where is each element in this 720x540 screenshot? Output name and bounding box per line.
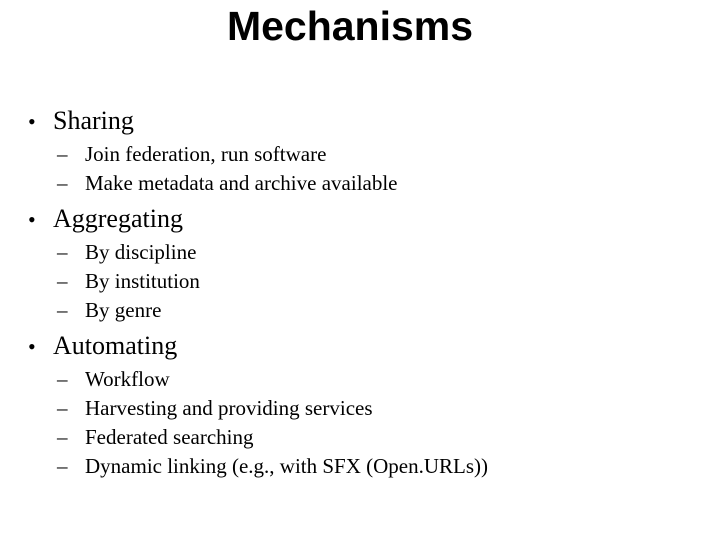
bullet-item (28, 329, 708, 363)
sub-item (28, 140, 708, 169)
sub-item-text: Workflow (85, 367, 170, 391)
sub-item (28, 238, 708, 267)
sub-list (28, 140, 708, 198)
sub-item (28, 394, 708, 423)
bullet-heading: Sharing (53, 106, 134, 135)
sub-item-text: By institution (85, 269, 200, 293)
section-automating (28, 329, 708, 481)
dash-icon: – (57, 142, 68, 166)
bullet-heading: Aggregating (53, 204, 183, 233)
sub-item-text: Join federation, run software (85, 142, 327, 166)
dash-icon: – (57, 367, 68, 391)
bullet-heading: Automating (53, 331, 178, 360)
sub-item (28, 452, 708, 481)
sub-item-text: By genre (85, 298, 162, 322)
dash-icon: – (57, 269, 68, 293)
bullet-icon: • (28, 109, 36, 134)
dash-icon: – (57, 298, 68, 322)
sub-item (28, 296, 708, 325)
sub-item (28, 423, 708, 452)
sub-item-text: Dynamic linking (e.g., with SFX (Open.URLs)) (85, 454, 489, 478)
sub-item (28, 365, 708, 394)
sub-item-text: Federated searching (85, 425, 254, 449)
sub-list (28, 365, 708, 481)
dash-icon: – (57, 454, 68, 478)
sub-item (28, 267, 708, 296)
dash-icon: – (57, 425, 68, 449)
bullet-item (28, 202, 708, 236)
slide-title: Mechanisms (226, 3, 474, 49)
sub-list (28, 238, 708, 325)
section-aggregating (28, 202, 708, 325)
dash-icon: – (57, 396, 68, 420)
sub-item-text: By discipline (85, 240, 197, 264)
dash-icon: – (57, 240, 68, 264)
sub-item-text: Make metadata and archive available (85, 171, 398, 195)
bullet-icon: • (28, 207, 36, 232)
bullet-item (28, 104, 708, 138)
dash-icon: – (57, 171, 68, 195)
sub-item-text: Harvesting and providing services (85, 396, 373, 420)
section-sharing (28, 104, 708, 198)
bullet-icon: • (28, 334, 36, 359)
sub-item (28, 169, 708, 198)
bullet-list (28, 104, 708, 481)
